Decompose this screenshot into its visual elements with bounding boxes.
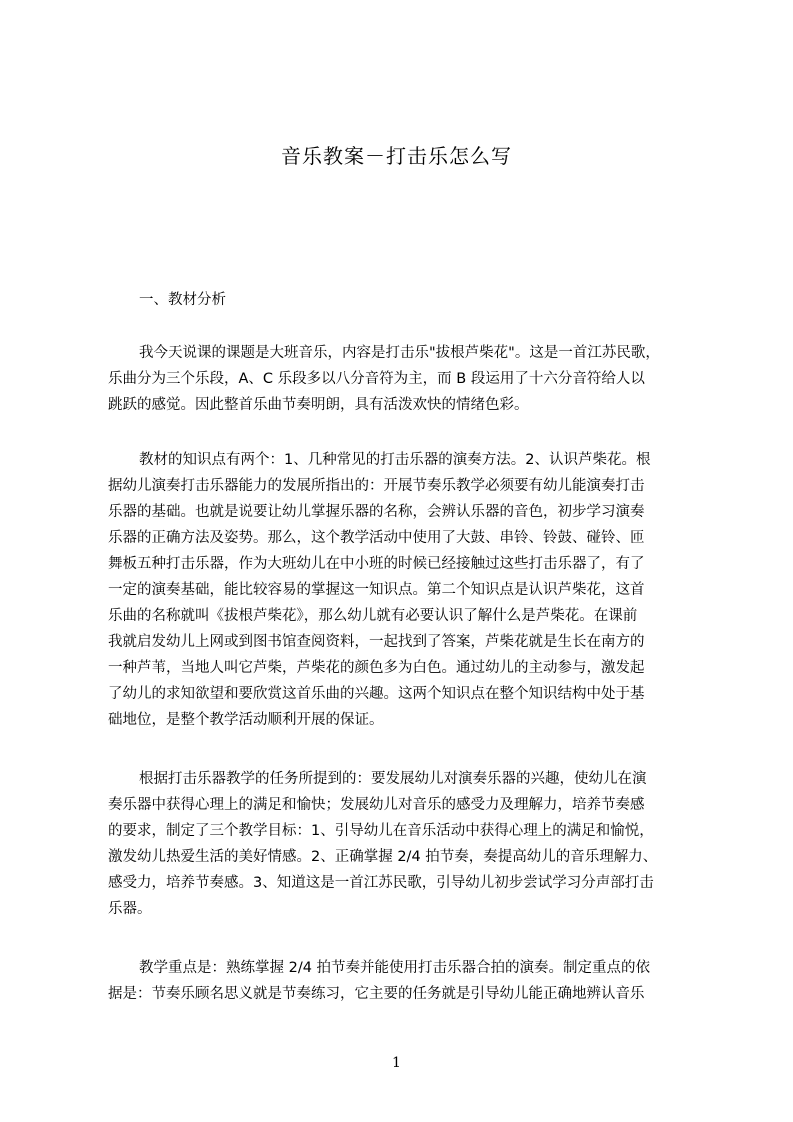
- paragraph-line: 乐器。: [108, 901, 152, 917]
- paragraph-line: 感受力，培养节奏感。3、知道这是一首江苏民歌，引导幼儿初步尝试学习分声部打击: [108, 875, 654, 891]
- paragraph-line: 激发幼儿热爱生活的美好情感。2、正确掌握 2/4 拍节奏，奏提高幼儿的音乐理解力、: [108, 849, 658, 865]
- paragraph-line: 教学重点是：熟练掌握 2/4 拍节奏并能使用打击乐器合拍的演奏。制定重点的依: [139, 960, 651, 976]
- paragraph-line: 教材的知识点有两个：1、几种常见的打击乐器的演奏方法。2、认识芦柴花。根: [139, 452, 651, 468]
- paragraph-line: 奏乐器中获得心理上的满足和愉快；发展幼儿对音乐的感受力及理解力，培养节奏感: [108, 797, 645, 813]
- paragraph-line: 乐曲分为三个乐段，A、C 乐段多以八分音符为主，而 B 段运用了十六分音符给人以: [108, 371, 645, 387]
- paragraph-line: 一种芦苇，当地人叫它芦柴，芦柴花的颜色多为白色。通过幼儿的主动参与，激发起: [108, 660, 645, 676]
- paragraph-line: 跳跃的感觉。因此整首乐曲节奏明朗，具有活泼欢快的情绪色彩。: [108, 397, 529, 413]
- paragraph-line: 我今天说课的课题是大班音乐，内容是打击乐"拔根芦柴花"。这是一首江苏民歌，: [139, 345, 660, 361]
- paragraph-line: 据是：节奏乐顾名思义就是节奏练习，它主要的任务就是引导幼儿能正确地辨认音乐: [108, 986, 645, 1002]
- paragraph-line: 了幼儿的求知欲望和要欣赏这首乐曲的兴趣。这两个知识点在整个知识结构中处于基: [108, 686, 645, 702]
- paragraph-line: 乐器的基础。也就是说要让幼儿掌握乐器的名称，会辨认乐器的音色，初步学习演奏: [108, 504, 645, 520]
- paragraph-line: 舞板五种打击乐器，作为大班幼儿在中小班的时候已经接触过这些打击乐器了，有了: [108, 556, 645, 572]
- paragraph-line: 一定的演奏基础，能比较容易的掌握这一知识点。第二个知识点是认识芦柴花，这首: [108, 582, 645, 598]
- paragraph-line: 乐器的正确方法及姿势。那么，这个教学活动中使用了大鼓、串铃、铃鼓、碰铃、匝: [108, 530, 645, 546]
- paragraph-line: 根据打击乐器教学的任务所提到的：要发展幼儿对演奏乐器的兴趣，使幼儿在演: [139, 771, 647, 787]
- paragraph-line: 乐曲的名称就叫《拔根芦柴花》，那么幼儿就有必要认识了解什么是芦柴花。在课前: [108, 608, 638, 624]
- paragraph-3: [108, 766, 700, 922]
- document-title: 音乐教案－打击乐怎么写: [281, 144, 512, 168]
- paragraph-line: 础地位，是整个教学活动顺利开展的保证。: [108, 712, 384, 728]
- paragraph-1: [108, 340, 700, 418]
- paragraph-line: 我就启发幼儿上网或到图书馆查阅资料，一起找到了答案，芦柴花就是生长在南方的: [108, 634, 645, 650]
- paragraph-line: 的要求，制定了三个教学目标：1、引导幼儿在音乐活动中获得心理上的满足和愉悦，: [108, 823, 654, 839]
- paragraph-4: [108, 955, 700, 1007]
- paragraph-line: 据幼儿演奏打击乐器能力的发展所指出的：开展节奏乐教学必须要有幼儿能演奏打击: [108, 478, 645, 494]
- section-heading: 一、教材分析: [139, 292, 226, 308]
- paragraph-2: [108, 447, 700, 733]
- page-number: 1: [392, 1055, 401, 1071]
